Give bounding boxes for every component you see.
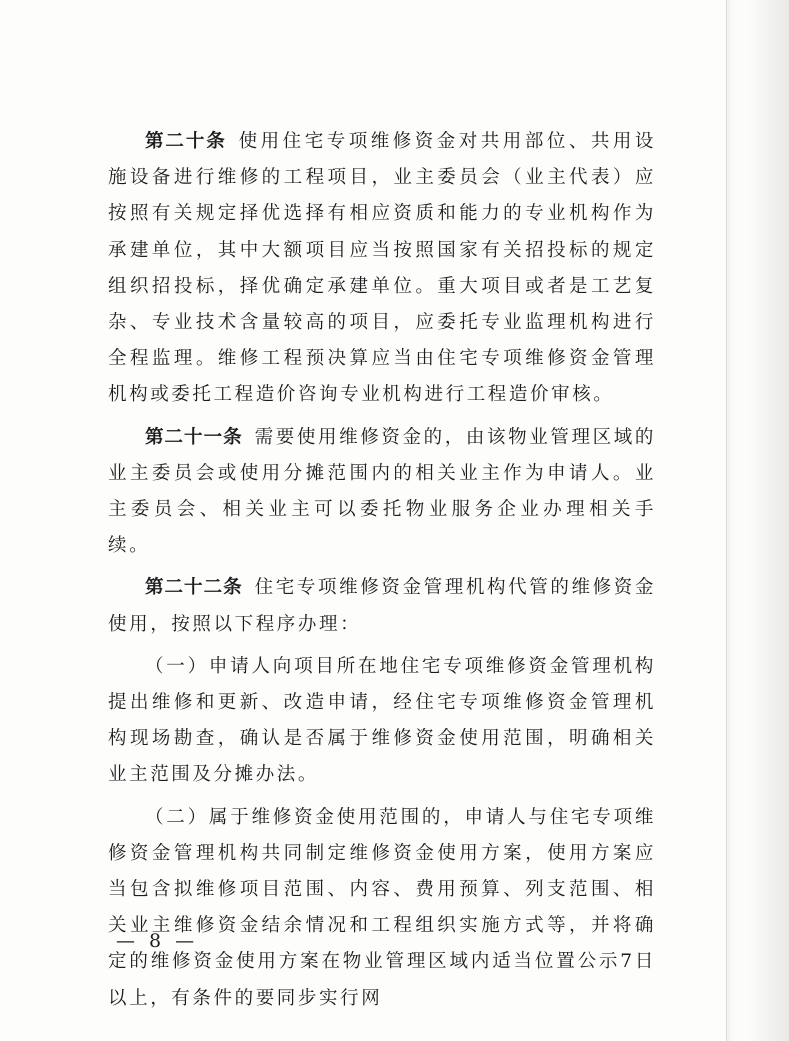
- article-22: [108, 570, 656, 642]
- document-body: [108, 124, 656, 1023]
- item-1: （一）申请人向项目所在地住宅专项维修资金管理机构提出维修和更新、改造申请，经住宅专项维修资金管理机构现场勘查，确认是否属于维修资金使用范围，明确相关业主范围及分摊办法。: [108, 655, 656, 786]
- article-20: [108, 124, 656, 414]
- article-heading: 第二十一条: [145, 426, 243, 448]
- article-text: 住宅专项维修资金管理机构代管的维修资金使用，按照以下程序办理：: [108, 577, 656, 635]
- page-number: — 8 —: [116, 930, 199, 952]
- article-text: 需要使用维修资金的，由该物业管理区域的业主委员会或使用分摊范围内的相关业主作为申请人。业主委员会、相关业主可以委托物业服务企业办理相关手续。: [108, 426, 656, 557]
- article-21: [108, 420, 656, 565]
- article-text: 使用住宅专项维修资金对共用部位、共用设施设备进行维修的工程项目，业主委员会（业主代表）应按照有关规定择优选择有相应资质和能力的专业机构作为承建单位，其中大额项目应当按照国家有关招投标的规定组织招投标，择优确定承建单位。重大项目或者是工艺复杂、专业技术含量较高的项目，应委托专业监理机构进行全程监理。维修工程预决算应当由住宅专项维修资金管理机构或委托工程造价咨询专业机构进行工程造价审核。: [108, 131, 656, 406]
- scan-edge: [727, 0, 789, 1041]
- article-heading: 第二十条: [145, 131, 227, 152]
- item-2: （二）属于维修资金使用范围的，申请人与住宅专项维修资金管理机构共同制定维修资金使用方案，使用方案应当包含拟维修项目范围、内容、费用预算、列支范围、相关业主维修资金结余情况和工程组织实施方式等，并将确定的维修资金使用方案在物业管理区域内适当位置公示7日以上，有条件的要同步实行网: [108, 806, 656, 1009]
- article-heading: 第二十二条: [145, 577, 243, 599]
